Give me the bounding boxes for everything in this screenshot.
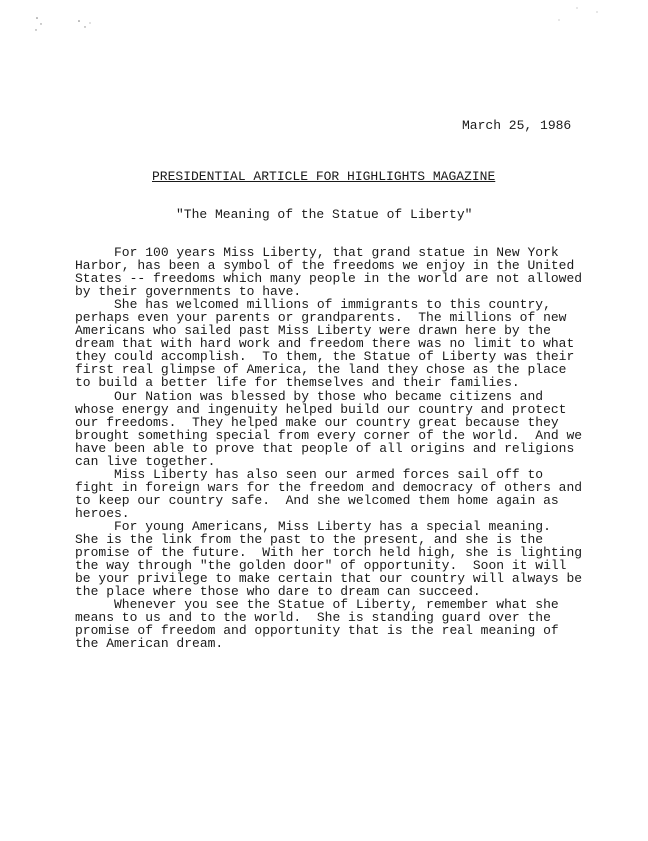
- body-line: brought something special from every corner of the world. And we: [75, 427, 583, 443]
- body-line: promise of freedom and opportunity that is the real meaning of: [75, 623, 559, 639]
- body-line: Americans who sailed past Miss Liberty were drawn here by the: [75, 323, 551, 339]
- body-line: heroes.: [75, 505, 130, 521]
- body-line: to build a better life for themselves and their families.: [75, 375, 520, 391]
- body-line: means to us and to the world. She is standing guard over the: [75, 610, 551, 626]
- body-line: For 100 years Miss Liberty, that grand statue in New York: [75, 245, 559, 260]
- body-line: first real glimpse of America, the land they chose as the place: [75, 362, 567, 378]
- body-line: be your privilege to make certain that our country will always be: [75, 571, 583, 587]
- body-line: dream that with hard work and freedom there was no limit to what: [75, 336, 575, 352]
- body-line: Miss Liberty has also seen our armed forces sail off to: [75, 466, 544, 482]
- body-line: whose energy and ingenuity helped build our country and protect: [75, 401, 567, 417]
- body-line: promise of the future. With her torch held high, she is lighting: [75, 545, 583, 561]
- document-heading: PRESIDENTIAL ARTICLE FOR HIGHLIGHTS MAGAZINE: [152, 169, 496, 184]
- body-line: Our Nation was blessed by those who became citizens and: [75, 388, 544, 404]
- scan-specks: [0, 0, 648, 60]
- body-line: Harbor, has been a symbol of the freedoms we enjoy in the United: [75, 258, 575, 274]
- body-line: She has welcomed millions of immigrants to this country,: [75, 297, 551, 313]
- body-line: fight in foreign wars for the freedom and democracy of others and: [75, 479, 583, 495]
- body-line: She is the link from the past to the present, and she is the: [75, 532, 544, 548]
- article-body: [75, 246, 645, 650]
- body-line: to keep our country safe. And she welcomed them home again as: [75, 492, 559, 508]
- body-line: For young Americans, Miss Liberty has a special meaning.: [75, 518, 551, 534]
- body-line: States -- freedoms which many people in the world are not allowed: [75, 271, 583, 287]
- body-line: the place where those who dare to dream can succeed.: [75, 584, 481, 600]
- body-line: our freedoms. They helped make our country great because they: [75, 414, 559, 430]
- body-line: Whenever you see the Statue of Liberty, remember what she: [75, 597, 559, 613]
- body-line: they could accomplish. To them, the Statue of Liberty was their: [75, 349, 575, 365]
- body-line: perhaps even your parents or grandparents. The millions of new: [75, 310, 567, 326]
- body-line: have been able to prove that people of all origins and religions: [75, 440, 575, 456]
- body-line: the American dream.: [75, 636, 224, 652]
- article-title: "The Meaning of the Statue of Liberty": [176, 207, 473, 222]
- body-line: can live together.: [75, 453, 216, 469]
- document-date: March 25, 1986: [462, 118, 572, 133]
- body-line: the way through "the golden door" of opportunity. Soon it will: [75, 558, 567, 574]
- body-line: by their governments to have.: [75, 284, 302, 300]
